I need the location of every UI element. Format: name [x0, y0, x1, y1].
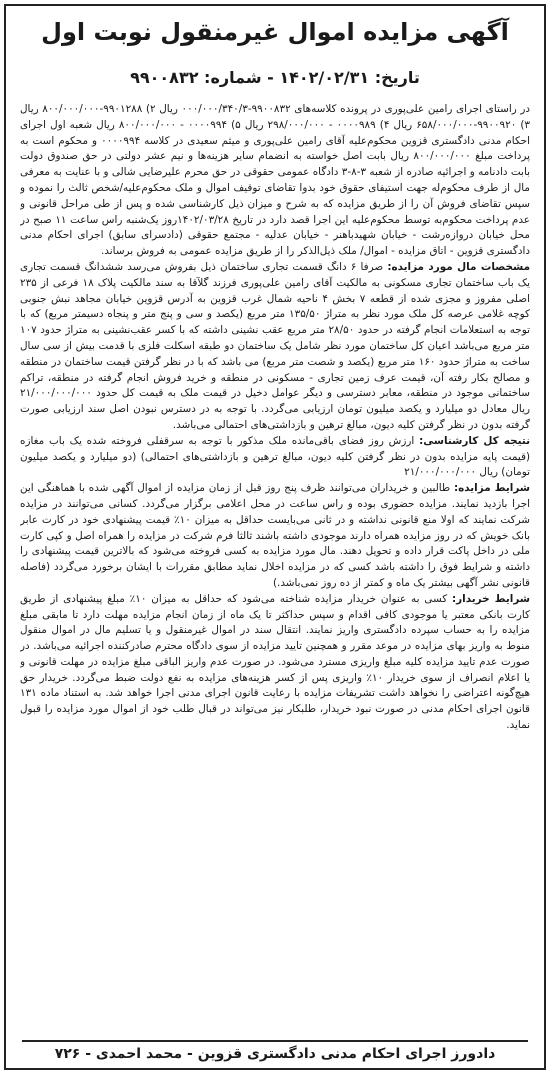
notice-frame: [4, 4, 546, 1070]
paragraph-buyer-conditions: [20, 592, 530, 734]
paragraph-appraisal-result: [20, 434, 530, 481]
buyer-conditions-heading: شرایط خریدار:: [452, 592, 530, 605]
notice-title: آگهی مزایده اموال غیرمنقول نوبت اول: [41, 18, 509, 46]
buyer-conditions-text: کسی به عنوان خریدار مزایده شناخته می‌شود که حداقل به میزان ۱۰٪ مبلغ پیشنهادی از طریق کارت بانکی معتبر یا موجودی کافی اقدام و سپس حداکثر تا یک ماه از زمان انجام مزایده مهلت دارد تا مابقی مبلغ مزایده را به حساب سپرده دادگستری واریز نمایند. انتقال سند در اموال غیرمنقول و یا تسلیم مال در اموال منقول منوط به واریز بهای مزایده در موعد مقرر و همچنین تایید مزایده از سوی دادگاه محترم صادرکننده اجرائیه می‌باشد. در صورت عدم تایید مزایده کلیه مبلغ واریزی مسترد می‌شود. در صورت عدم واریز الباقی مبلغ مزایده در مهلت قانونی و یا اعلام انصراف از سوی خریدار ۱۰٪ واریزی پس از کسر هزینه‌های مزایده به نفع دولت ضبط می‌گردد. خریدار حق هیچ‌گونه اعتراضی را نخواهد داشت تشریفات مزایده با رعایت قانون اجرای مدنی اجرا خواهد شد. به استناد ماده ۱۳۱ قانون اجرای احکام مدنی در صورت نبود خریدار، طلبکار نیز می‌تواند در قبال طلب خود از اموال مورد مزایده را قبول نماید.: [20, 592, 530, 732]
appraisal-result-heading: نتیجه کل کارشناسی:: [419, 434, 530, 447]
paragraph-auction-conditions: [20, 481, 530, 592]
paragraph-property-specs: [20, 260, 530, 434]
date-and-number: تاریخ: ۱۴۰۲/۰۲/۳۱ - شماره: ۹۹۰۰۸۳۲: [130, 68, 420, 87]
property-specs-heading: مشخصات مال مورد مزایده:: [387, 260, 530, 273]
auction-conditions-text: طالبین و خریداران می‌توانند ظرف پنج روز قبل از زمان مزایده از اموال آگهی شده با هماهنگی این اجرا بازدید نمایند. مزایده حضوری بوده و راس ساعت در محل اعلامی برگزار می‌گردد. کسانی می‌توانند در مزایده شرکت نمایند که اولا منع قانونی نداشته و در ثانی می‌بایست حداقل به میزان ۱۰٪ قیمت پیشنهادی خود در کارت عابر بانک خویش که در روز مزایده همراه دارند موجودی داشته باشند ثالثا فرم شرکت در مزایده را همراه اصل و کپی کارت ملی در داخل پاکت قرار داده و تحویل دهند. مال مورد مزایده به کسی فروخته می‌شود که بالاترین قیمت پیشنهادی را داشته و شرایط فوق را داشته باشد کسی که در مزایده اخلال نماید مطابق مقررات با ایشان برخورد می‌گردد (فاصله قانونی نشر آگهی بیشتر یک ماه و کمتر از ده روز نمی‌باشد.): [20, 482, 530, 589]
appraisal-result-text: ارزش روز فضای باقی‌مانده ملک مذکور با توجه به سرقفلی فروخته شده یک باب مغازه (قیمت پایه مزایده بدون در نظر گرفتن کلیه دیون، مبالغ ترهین و بازداشتی‌های احتمالی) (دو میلیارد و یکصد میلیون تومان) ریال ۲۱/۰۰۰/۰۰۰/۰۰۰: [20, 434, 530, 479]
paragraph-intro: [20, 102, 530, 260]
footer-divider: [22, 1040, 528, 1042]
auction-conditions-heading: شرایط مزایده:: [453, 482, 530, 495]
property-specs-text: صرفا ۶ دانگ قسمت تجاری ساختمان ذیل بفروش می‌رسد ششدانگ قسمت تجاری یک باب ساختمان تجاری مسکونی به مالکیت آقای رامین علی‌پوری فرزند گلآقا به سند مالکیت پلاک ۱۸ فرعی از ۲۳۵ اصلی مفروز و مجزی شده از قطعه ۷ بخش ۴ ناحیه شمال غرب قزوین به آدرس قزوین خیابان مجاهد نبش جنوبی کوچه غلامی عرصه کل ملک مورد نظر به متراژ ۱۳۵/۵۰ متر مربع (یکصد و سی و پنج متر و پنجاه دسیمتر مربع) که با توجه به استعلامات انجام گرفته در حدود ۲۸/۵۰ متر مربع عقب نشینی داشته که با کسر عقب‌نشینی به متراژ حدود ۱۰۷ متر مربع می‌باشد اعیان کل ساختمان مورد نظر شامل یک ساختمان دو طبقه اسکلت فلزی با قدمت بیش از سی سال ساخت به متراژ حدود ۱۶۰ متر مربع (یکصد و شصت متر مربع) می باشد که با در نظر گرفتن قیمت ساختمان در منطقه و مصالح بکار رفته آن، قیمت عرف زمین تجاری - مسکونی در منطقه و خرید فروش انجام گرفته در منطقه، تراکم ساختمانی موجود در منطقه، معابر دسترسی و دیگر عوامل دخیل در قیمت ملک به قیمت کل حدود ۲۱/۰۰۰/۰۰۰/۰۰۰ ریال معادل دو میلیارد و یکصد میلیون تومان ارزیابی می‌گردد. با توجه به در دسترس نبودن اصل سند ارزیابی صورت گرفته بدون در نظر گرفتن کلیه دیون، مبالغ ترهین و بازداشتی‌های احتمالی می‌باشد.: [20, 260, 530, 431]
notice-body: [20, 102, 530, 1030]
paragraph-intro-text: در راستای اجرای رامین علی‌پوری در پرونده کلاسه‌های ۹۹۰۰۸۳۲-۰۰۰/۰۰۰/۳۴۰/۳ ریال ۲) ۹۹۰۱۲۸۸-۸۰۰/۰۰۰/۰۰۰ ریال ۳) ۹۹۰۰۹۲۰-۶۵۸/۰۰۰/۰۰۰ ریال ۴) ۰۰۰۰۹۸۹ - ۲۹۸/۰۰۰/۰۰۰ ریال ۵) ۰۰۰۰۹۹۴ - ۸۰۰/۰۰۰/۰۰۰ ریال شعبه اول اجرای احکام مدنی دادگستری قزوین محکوم‌علیه آقای رامین علی‌پوری و میثم سعیدی در کلاسه ۰۰۰۰۹۹۴ و محکوم است به پرداخت مبلغ ۸۰۰/۰۰۰/۰۰۰ ریال بابت اصل خواسته به انضمام سایر هزینه‌ها و نیم عشر دولتی در حق صندوق دولت بابت دادنامه و اجرائیه صادره از شعبه ۳-۸-۳ دادگاه عمومی حقوقی در حق محرم علیرضایی شالی و با عنایت به معرفی مال از طرف محکوم‌له جهت استیفای حقوق خود بدوا تقاضای توقیف اموال و ملک محکوم‌علیه/شخص ثالث را نموده و سپس تقاضای فروش آن را از طریق مزایده که به شرح و میزان ذیل کارشناسی شده و پس از طی مراحل قانونی و عدم پرداخت محکوم‌به توسط محکوم‌علیه این اجرا قصد دارد در تاریخ ۱۴۰۲/۰۳/۲۸روز یک‌شنبه راس ساعت ۱۱ صبح در محل خیابان دروازه‌رشت - خیابان شهیدباهنر - خیابان عدلیه - مجتمع حقوقی (دادسرای سابق) اجرای احکام مدنی دادگستری قزوین - اتاق مزایده - اموال/ ملک ذیل‌الذکر را از طریق مزایده عمومی به فروش برساند.: [20, 103, 530, 258]
signature-footer: دادورز اجرای احکام مدنی دادگستری قزوین - محمد احمدی - ۷۲۶: [54, 1046, 496, 1062]
